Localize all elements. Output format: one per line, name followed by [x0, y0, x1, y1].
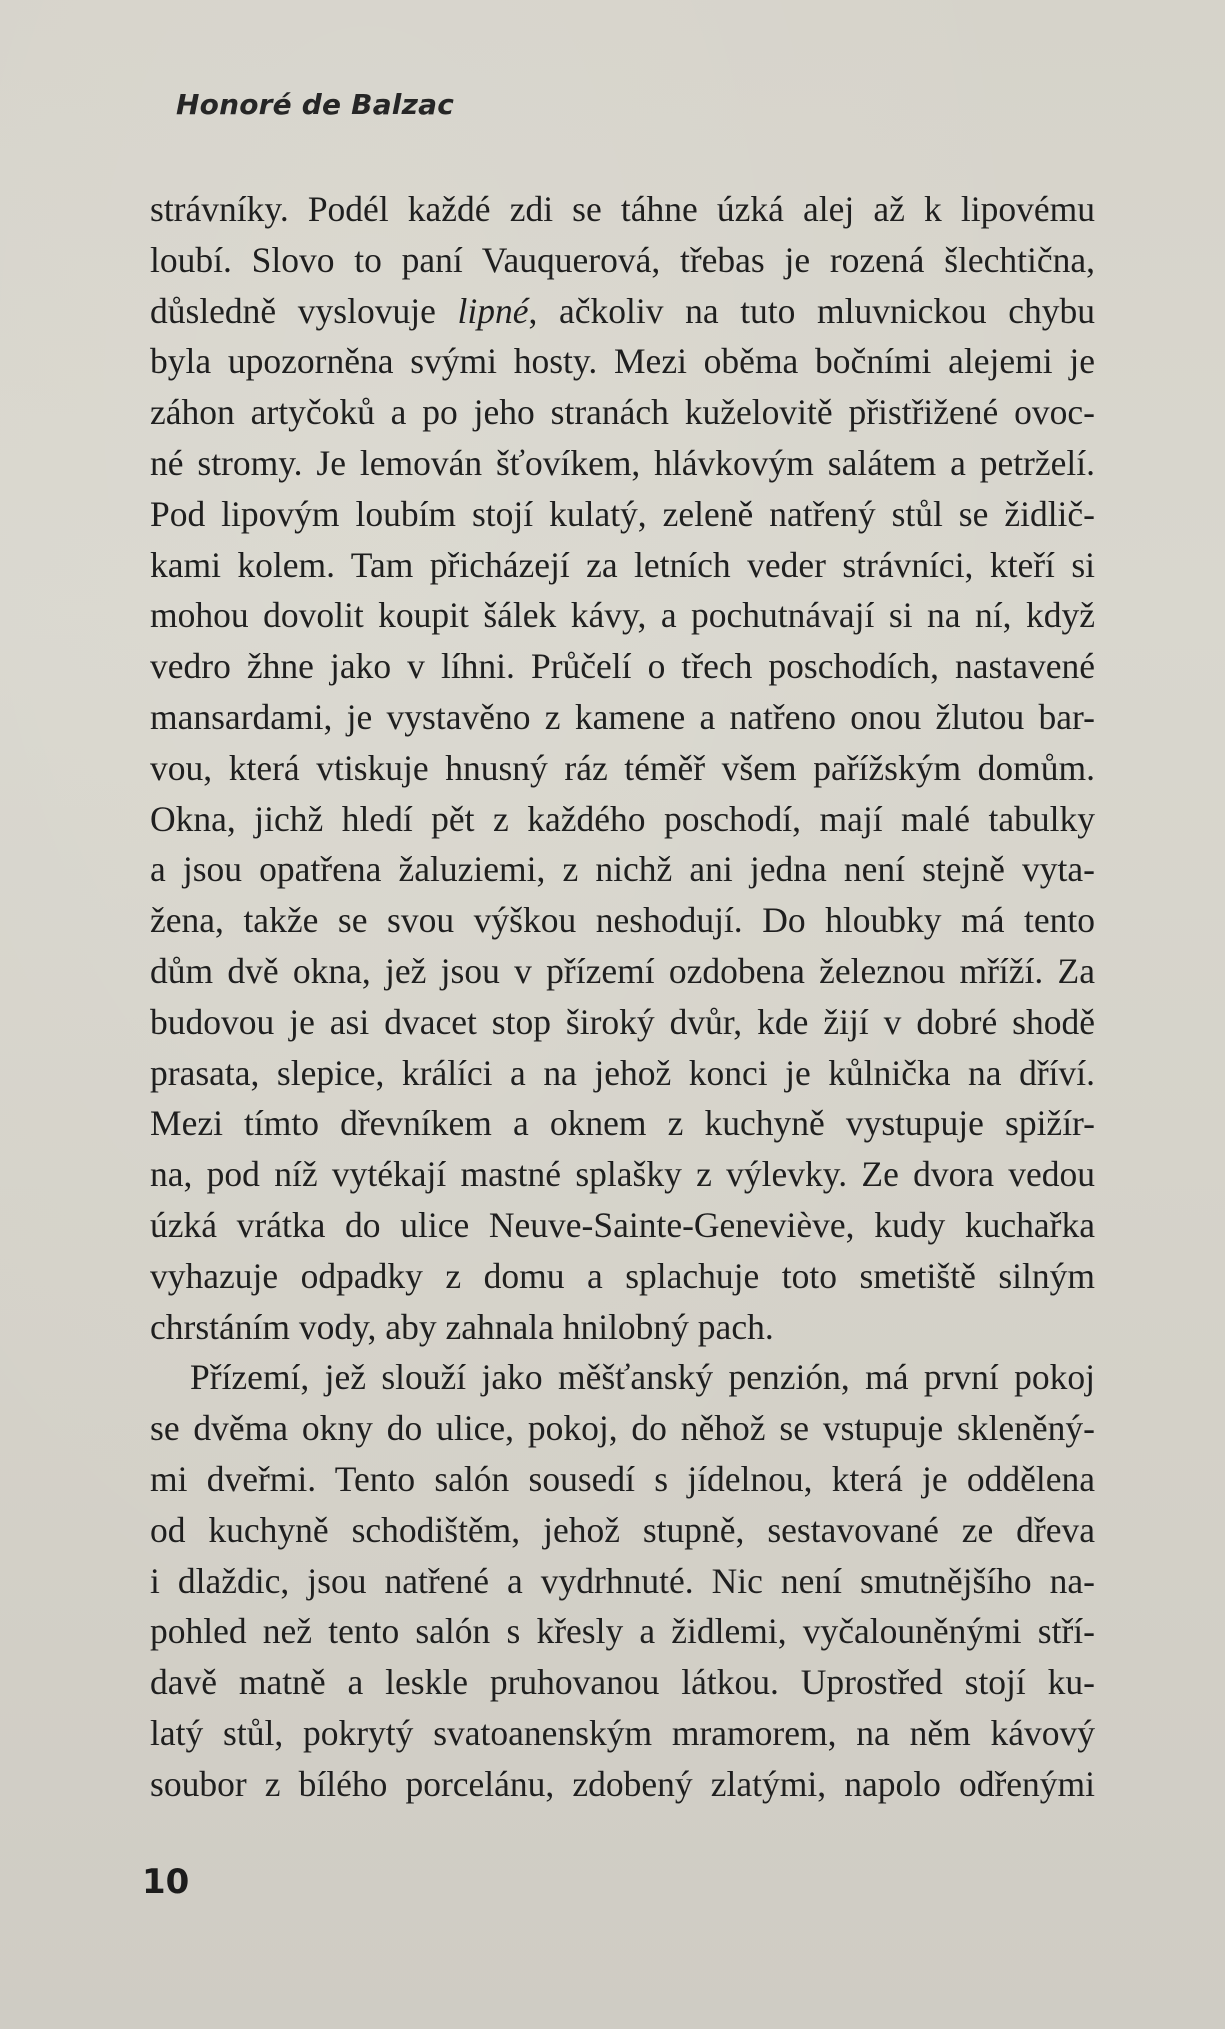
- text-line: žena, takže se svou výškou neshodují. Do hloubky má tento: [150, 900, 1095, 941]
- text-line: úzká vrátka do ulice Neuve-Sainte-Geneviève, kudy kuchařka: [150, 1204, 1095, 1245]
- text-line: mi dveřmi. Tento salón sousedí s jídelnou, která je oddělena: [150, 1458, 1095, 1499]
- text-line: loubí. Slovo to paní Vauquerová, třebas je rozená šlechtična,: [150, 239, 1095, 280]
- text-line: i dlaždic, jsou natřené a vydrhnuté. Nic není smutnějšího na-: [150, 1560, 1095, 1601]
- text-line: chrstáním vody, aby zahnala hnilobný pach.: [150, 1306, 774, 1347]
- text-line: soubor z bílého porcelánu, zdobený zlatými, napolo odřenými: [150, 1763, 1095, 1804]
- text-line: pohled než tento salón s křesly a židlemi, vyčalouněnými stří-: [150, 1611, 1095, 1652]
- text-line: prasata, slepice, králíci a na jehož konci je kůlnička na dříví.: [150, 1052, 1095, 1093]
- text-segment: důsledně vyslovuje: [150, 290, 458, 331]
- paragraph-2: [150, 1352, 1095, 1809]
- text-line: mohou dovolit koupit šálek kávy, a pochutnávají si na ní, když: [150, 595, 1095, 636]
- text-line: [150, 286, 1095, 337]
- text-line: od kuchyně schodištěm, jehož stupně, sestavované ze dřeva: [150, 1509, 1095, 1550]
- text-line: dům dvě okna, jež jsou v přízemí ozdobena železnou mříží. Za: [150, 950, 1095, 991]
- running-head: Honoré de Balzac: [176, 88, 454, 121]
- text-line: vedro žhne jako v líhni. Průčelí o třech poschodích, nastavené: [150, 646, 1095, 687]
- text-line: záhon artyčoků a po jeho stranách kuželovitě přistřižené ovoc-: [150, 392, 1095, 433]
- text-line: Přízemí, jež slouží jako měšťanský penzión, má první pokoj: [190, 1357, 1095, 1398]
- page-number: 10: [142, 1862, 190, 1902]
- text-line: byla upozorněna svými hosty. Mezi oběma bočními alejemi je: [150, 341, 1095, 382]
- paragraph-1: [150, 184, 1095, 1352]
- text-line: strávníky. Podél každé zdi se táhne úzká alej až k lipovému: [150, 189, 1095, 229]
- text-line: kami kolem. Tam přicházejí za letních veder strávníci, kteří si: [150, 544, 1095, 585]
- text-line: né stromy. Je lemován šťovíkem, hlávkovým salátem a petrželí.: [150, 442, 1095, 483]
- text-line: Okna, jichž hledí pět z každého poschodí, mají malé tabulky: [150, 798, 1095, 839]
- text-line: budovou je asi dvacet stop široký dvůr, kde žijí v dobré shodě: [150, 1001, 1095, 1042]
- body-text: [150, 184, 1095, 1810]
- text-line: mansardami, je vystavěno z kamene a natřeno onou žlutou bar-: [150, 696, 1095, 737]
- text-line: vyhazuje odpadky z domu a splachuje toto smetiště silným: [150, 1255, 1095, 1296]
- text-line: a jsou opatřena žaluziemi, z nichž ani jedna není stejně vyta-: [150, 849, 1095, 890]
- text-line: latý stůl, pokrytý svatoanenským mramorem, na něm kávový: [150, 1712, 1095, 1753]
- text-line: vou, která vtiskuje hnusný ráz téměř všem pařížským domům.: [150, 747, 1095, 788]
- italic-word: lipné: [457, 290, 529, 331]
- text-line: Pod lipovým loubím stojí kulatý, zeleně natřený stůl se židlič-: [150, 493, 1095, 534]
- text-line: davě matně a leskle pruhovanou látkou. Uprostřed stojí ku-: [150, 1662, 1095, 1703]
- text-segment: , ačkoliv na tuto mluvnickou chybu: [528, 290, 1095, 331]
- text-line: se dvěma okny do ulice, pokoj, do něhož se vstupuje skleněný-: [150, 1408, 1095, 1449]
- text-line: na, pod níž vytékají mastné splašky z výlevky. Ze dvora vedou: [150, 1154, 1095, 1195]
- text-line: Mezi tímto dřevníkem a oknem z kuchyně vystupuje spižír-: [150, 1103, 1095, 1144]
